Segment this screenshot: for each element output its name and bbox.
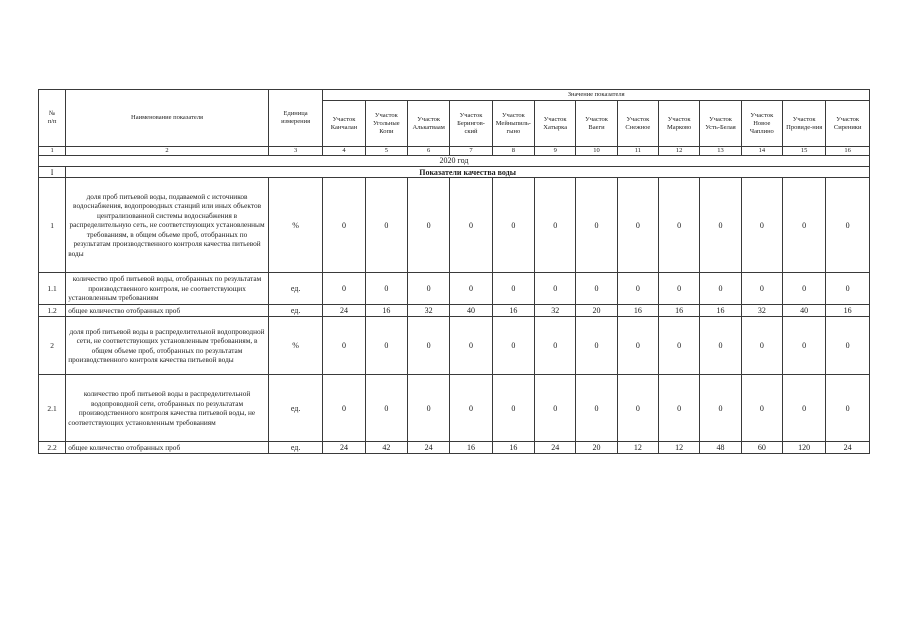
row-value: 0 xyxy=(659,375,700,442)
row-value: 0 xyxy=(492,317,534,375)
row-value: 0 xyxy=(700,273,741,305)
row-value: 0 xyxy=(826,317,870,375)
row-value: 0 xyxy=(535,273,576,305)
row-value: 0 xyxy=(783,317,826,375)
table-row xyxy=(39,317,870,375)
table-row xyxy=(39,305,870,317)
row-value: 0 xyxy=(408,273,450,305)
table-row xyxy=(39,178,870,273)
row-value: 40 xyxy=(450,305,492,317)
row-value: 0 xyxy=(323,317,365,375)
row-indicator-name: количество проб питьевой воды в распределительной водопроводной сети, отобранных по результатам производственного контроля качества питьевой воды, не соответствующих установленным требованиям xyxy=(66,375,269,442)
table-row xyxy=(39,273,870,305)
row-value: 0 xyxy=(783,273,826,305)
row-value: 40 xyxy=(783,305,826,317)
row-value: 0 xyxy=(365,178,407,273)
header-site: Участок Новое Чаплино xyxy=(741,101,782,147)
column-number: 1 xyxy=(39,147,66,156)
row-value: 0 xyxy=(535,375,576,442)
column-number: 6 xyxy=(408,147,450,156)
column-number: 11 xyxy=(617,147,658,156)
row-value: 24 xyxy=(826,442,870,454)
row-value: 32 xyxy=(741,305,782,317)
table-row xyxy=(39,442,870,454)
section-title: Показатели качества воды xyxy=(66,167,870,178)
header-site: Участок Канчалан xyxy=(323,101,365,147)
row-value: 24 xyxy=(323,442,365,454)
row-value: 0 xyxy=(450,375,492,442)
row-value: 0 xyxy=(826,178,870,273)
row-value: 24 xyxy=(408,442,450,454)
column-number: 16 xyxy=(826,147,870,156)
row-unit: ед. xyxy=(268,375,322,442)
column-number: 14 xyxy=(741,147,782,156)
column-number: 7 xyxy=(450,147,492,156)
row-value: 0 xyxy=(741,273,782,305)
header-site: Участок Усть-Белая xyxy=(700,101,741,147)
row-value: 120 xyxy=(783,442,826,454)
row-value: 0 xyxy=(783,178,826,273)
row-value: 0 xyxy=(826,273,870,305)
row-unit: ед. xyxy=(268,273,322,305)
row-value: 0 xyxy=(365,273,407,305)
row-value: 16 xyxy=(365,305,407,317)
row-indicator-name: общее количество отобранных проб xyxy=(66,442,269,454)
header-site: Участок Мейныпиль-гыно xyxy=(492,101,534,147)
header-site: Участок Сиреники xyxy=(826,101,870,147)
row-value: 0 xyxy=(450,317,492,375)
row-value: 0 xyxy=(365,375,407,442)
row-value: 0 xyxy=(535,317,576,375)
row-value: 16 xyxy=(617,305,658,317)
row-value: 0 xyxy=(450,273,492,305)
header-site: Участок Алькатваам xyxy=(408,101,450,147)
row-value: 0 xyxy=(700,178,741,273)
row-unit: ед. xyxy=(268,305,322,317)
row-value: 16 xyxy=(492,442,534,454)
row-indicator-name: количество проб питьевой воды, отобранных по результатам производственного контроля, не соответствующих установленным требованиям xyxy=(66,273,269,305)
column-number: 2 xyxy=(66,147,269,156)
row-value: 32 xyxy=(535,305,576,317)
row-value: 16 xyxy=(700,305,741,317)
row-indicator-name: доля проб питьевой воды, подаваемой с источников водоснабжения, водопроводных станций или иных объектов централизованной системы водоснабжения в распределительную сеть, не соответствующих установленным требованиям, в общем объеме проб, отобранных по результатам производственного контроля качества питьевой воды xyxy=(66,178,269,273)
row-value: 16 xyxy=(659,305,700,317)
row-value: 0 xyxy=(617,375,658,442)
row-value: 0 xyxy=(408,317,450,375)
row-number: 1.2 xyxy=(39,305,66,317)
row-value: 12 xyxy=(659,442,700,454)
column-number: 5 xyxy=(365,147,407,156)
row-value: 0 xyxy=(576,375,617,442)
column-number: 12 xyxy=(659,147,700,156)
header-site: Участок Угольные Копи xyxy=(365,101,407,147)
row-value: 0 xyxy=(323,273,365,305)
row-value: 0 xyxy=(700,317,741,375)
row-value: 48 xyxy=(700,442,741,454)
row-value: 0 xyxy=(492,375,534,442)
header-name: Наименование показателя xyxy=(66,90,269,147)
row-value: 0 xyxy=(492,273,534,305)
column-number: 13 xyxy=(700,147,741,156)
row-value: 0 xyxy=(617,317,658,375)
header-site: Участок Хатырка xyxy=(535,101,576,147)
row-number: 2.1 xyxy=(39,375,66,442)
row-value: 24 xyxy=(323,305,365,317)
row-unit: ед. xyxy=(268,442,322,454)
row-value: 0 xyxy=(659,273,700,305)
row-value: 0 xyxy=(741,375,782,442)
row-value: 0 xyxy=(492,178,534,273)
row-value: 0 xyxy=(576,273,617,305)
row-value: 0 xyxy=(783,375,826,442)
row-value: 60 xyxy=(741,442,782,454)
row-value: 0 xyxy=(741,178,782,273)
header-values-group: Значение показателя xyxy=(323,90,870,101)
table-row xyxy=(39,375,870,442)
column-number: 8 xyxy=(492,147,534,156)
row-unit: % xyxy=(268,178,322,273)
row-value: 0 xyxy=(408,375,450,442)
column-number: 9 xyxy=(535,147,576,156)
row-value: 0 xyxy=(408,178,450,273)
header-site: Участок Берингов-ский xyxy=(450,101,492,147)
row-value: 0 xyxy=(535,178,576,273)
row-value: 32 xyxy=(408,305,450,317)
section-id: I xyxy=(39,167,66,178)
row-indicator-name: общее количество отобранных проб xyxy=(66,305,269,317)
row-value: 0 xyxy=(323,375,365,442)
column-number: 15 xyxy=(783,147,826,156)
indicator-table xyxy=(38,89,870,454)
row-value: 12 xyxy=(617,442,658,454)
row-value: 0 xyxy=(617,273,658,305)
row-value: 20 xyxy=(576,305,617,317)
column-number: 10 xyxy=(576,147,617,156)
header-number: № п/п xyxy=(39,90,66,147)
row-value: 0 xyxy=(700,375,741,442)
header-site: Участок Провиде-ния xyxy=(783,101,826,147)
column-number: 3 xyxy=(268,147,322,156)
row-value: 42 xyxy=(365,442,407,454)
row-value: 16 xyxy=(450,442,492,454)
row-value: 16 xyxy=(826,305,870,317)
row-value: 0 xyxy=(826,375,870,442)
row-value: 24 xyxy=(535,442,576,454)
row-value: 0 xyxy=(659,317,700,375)
year-label: 2020 год xyxy=(39,156,870,167)
row-number: 2 xyxy=(39,317,66,375)
header-site: Участок Ваеги xyxy=(576,101,617,147)
row-value: 0 xyxy=(450,178,492,273)
column-number: 4 xyxy=(323,147,365,156)
row-value: 0 xyxy=(576,178,617,273)
row-number: 2.2 xyxy=(39,442,66,454)
row-value: 0 xyxy=(659,178,700,273)
row-value: 0 xyxy=(741,317,782,375)
row-value: 20 xyxy=(576,442,617,454)
row-value: 16 xyxy=(492,305,534,317)
row-number: 1.1 xyxy=(39,273,66,305)
header-site: Участок Снежное xyxy=(617,101,658,147)
row-number: 1 xyxy=(39,178,66,273)
row-value: 0 xyxy=(365,317,407,375)
header-unit: Единица измерения xyxy=(268,90,322,147)
row-unit: % xyxy=(268,317,322,375)
row-value: 0 xyxy=(617,178,658,273)
row-indicator-name: доля проб питьевой воды в распределительной водопроводной сети, не соответствующих установленным требованиям, в общем объеме проб, отобранных по результатам производственного контроля качества питьевой воды xyxy=(66,317,269,375)
row-value: 0 xyxy=(576,317,617,375)
row-value: 0 xyxy=(323,178,365,273)
header-site: Участок Марково xyxy=(659,101,700,147)
